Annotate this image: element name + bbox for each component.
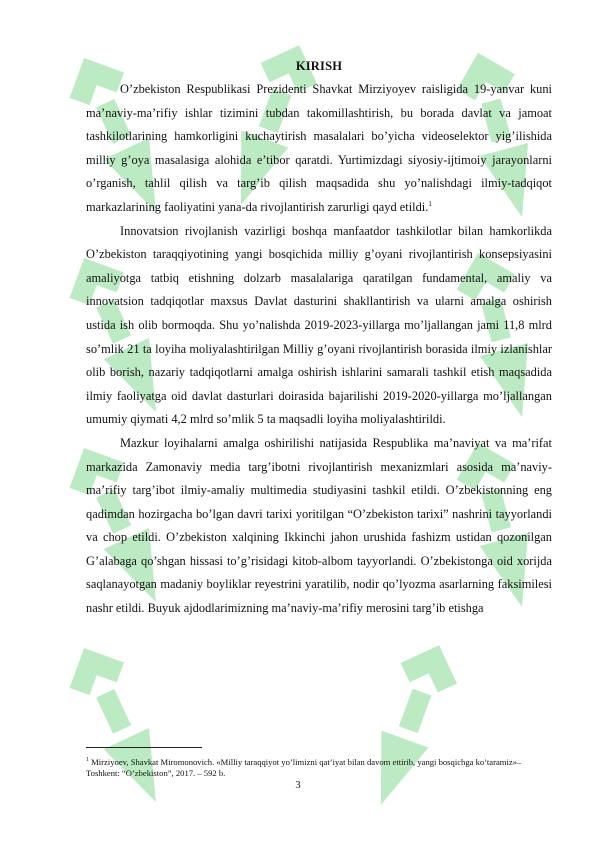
footnote-separator [86, 747, 202, 748]
watermark-logo [44, 622, 197, 828]
footnote-marker: 1 [86, 757, 89, 763]
section-heading: KIRISH [295, 59, 343, 73]
page-number: 3 [295, 780, 301, 791]
watermark-logo [340, 622, 480, 828]
paragraph: Innovatsion rivojlanish vazirligi boshqa manfaatdor tashkilotlar bilan hamkorlikda O’zbekiston taraqqiyotining yangi bosqichida milliy g’oyani rivojlantirish konsepsiyasini amaliyotga tatbiq etishning dolzarb masalalariga qaratilgan fundamental, amaliy va innovatsion tadqiqotlar maxsus Davlat dasturini shakllantirish va ularni amalga oshirish ustida ish olib bormoqda. Shu yo’nalishda 2019-2023-yillarga mo’ljallangan jami 11,8 mlrd so’mlik 21 ta loyiha moliyalashtirilgan Milliy g’oyani rivojlantirish borasida ilmiy izlanishlar olib borish, nazariy tadqiqotlarni amalga oshirish ishlarini samarali tashkil etish maqsadida ilmiy faoliyatga oid davlat dasturlari doirasida bajarilishi 2019-2020-yillarga mo’ljallangan umumiy qiymati 4,2 mlrd so’mlik 5 ta maqsadli loyiha moliyalashtirildi. [86, 223, 552, 427]
footnote [86, 755, 552, 779]
footnote-text: Mirziyoev, Shavkat Miromonovich. «Milliy taraqqiyot yo’limizni qat’iyat bilan davom ettirib, yangi bosqichga ko’taramiz»– Toshkent: “O’zbekiston”, 2017. – 592 b. [86, 756, 522, 778]
paragraph-text: O’zbekiston Respublikasi Prezidenti Shavkat Mirziyoyev raisligida 19-yanvar kuni ma’naviy-ma’rifiy ishlar tizimini tubdan takomillashtirish, bu borada davlat va jamoat tashkilotlarining hamkorligini kuchaytirish masalalari bo’yicha videoselektor yig’ilishida milliy g’oya masalasiga alohida e’tibor qaratdi. Yurtimizdagi siyosiy-ijtimoiy jarayonlarni o’rganish, tahlil qilish va targ’ib qilish maqsadida shu yo’nalishdagi ilmiy-tadqiqot markazlarining faoliyatini yana-da rivojlantirish zarurligi qayd etildi. [86, 82, 552, 214]
paragraph: Mazkur loyihalarni amalga oshirilishi natijasida Respublika ma’naviyat va ma’rifat markazida Zamonaviy media targ’ibotni rivojlantirish mexanizmlari asosida ma’naviy-ma’rifiy targ’ibot ilmiy-amaliy multimedia studiyasini tashkil etildi. O’zbekistonning eng qadimdan hozirgacha bo’lgan davri tarixi yoritilgan “O’zbekiston tarixi” nashrini tayyorlandi va chop etildi. O’zbekiston xalqining Ikkinchi jahon urushida fashizm ustidan qozonilgan G’alabaga qo’shgan hissasi to’g’risidagi kitob-albom tayyorlandi. O’zbekistonga oid xorijda saqlanayotgan madaniy boyliklar reyestrini yaratilib, nodir qo’lyozma asarlarning faksimilesi nashr etildi. Buyuk ajdodlarimizning ma’naviy-ma’rifiy merosini targ’ib etishga [86, 435, 552, 616]
footnote-reference[interactable]: 1 [428, 199, 432, 208]
document-body [86, 58, 552, 621]
paragraph [86, 78, 552, 220]
